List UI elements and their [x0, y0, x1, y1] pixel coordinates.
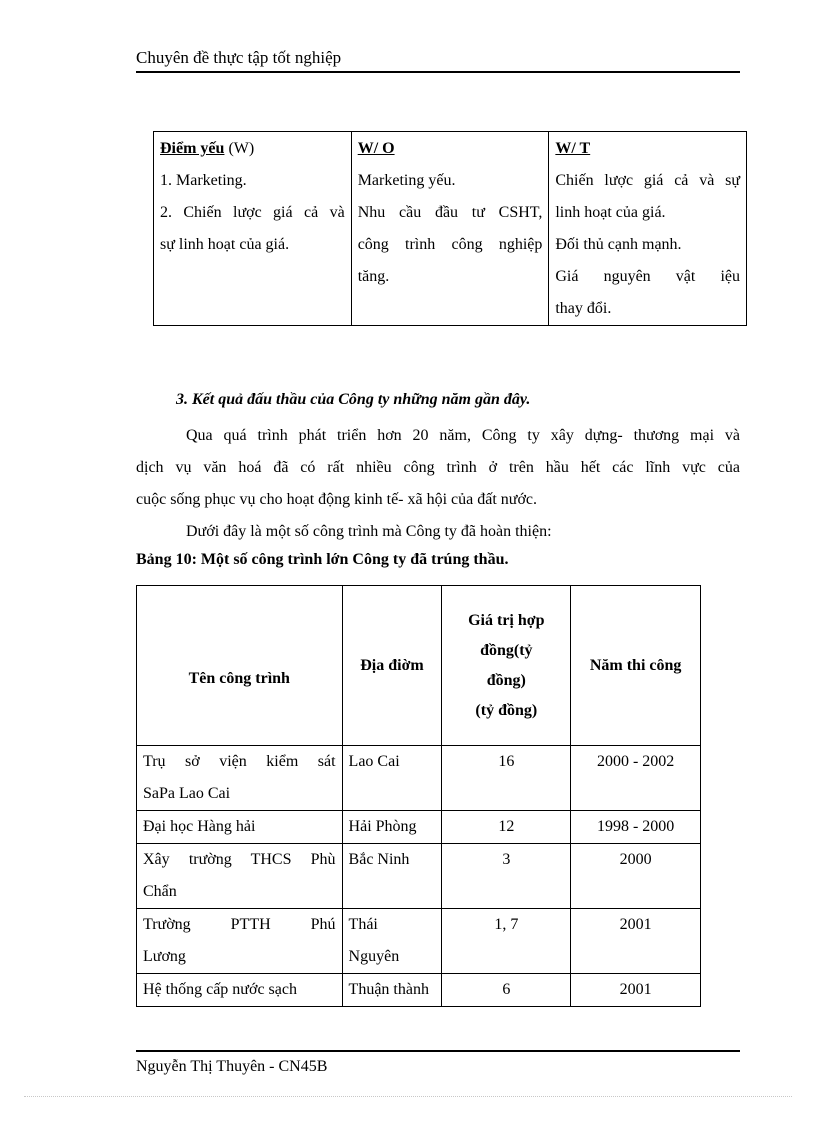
cell-year: 2000 - 2002 [571, 746, 701, 811]
swot-cell-wt [549, 132, 747, 326]
swot-line: Chiến lược giá cả và sự [555, 172, 740, 189]
swot-line: tăng. [357, 268, 390, 285]
section-title: 3. Kết quả đấu thầu của Công ty những năm gần đây. [176, 391, 531, 408]
table-row [137, 746, 701, 811]
projects-table [136, 585, 701, 1007]
paragraph-line: Qua quá trình phát triển hơn 20 năm, Công ty xây dựng- thương mại và [186, 427, 740, 444]
swot-line: Đối thủ cạnh mạnh. [555, 236, 682, 253]
swot-table [153, 131, 747, 326]
swot-line: 2. Chiến lược giá cả và [160, 204, 345, 221]
cell-year: 1998 - 2000 [571, 811, 701, 844]
page-header [136, 48, 740, 73]
cell-location: Lao Cai [342, 746, 442, 811]
swot-line: thay đổi. [555, 300, 612, 317]
table-header-row [137, 586, 701, 746]
cell-value: 12 [442, 811, 571, 844]
swot-cell-weaknesses [154, 132, 352, 326]
swot-line: công trình công nghiệp [357, 236, 543, 253]
swot-line: sự linh hoạt của giá. [160, 236, 290, 253]
page-edge-divider [24, 1096, 792, 1097]
table-row [137, 909, 701, 974]
swot-line: linh hoạt của giá. [555, 204, 666, 221]
cell-name: Đại học Hàng hải [137, 811, 343, 844]
footer-author: Nguyễn Thị Thuyên - CN45B [136, 1058, 328, 1075]
paragraph-line: cuộc sống phục vụ cho hoạt động kinh tế- xã hội của đất nước. [136, 491, 538, 508]
cell-year: 2001 [571, 974, 701, 1007]
cell-location: Thuận thành [342, 974, 442, 1007]
swot-weaknesses-heading: Điểm yếu (W) [160, 140, 255, 157]
swot-line: 1. Marketing. [160, 172, 247, 189]
paragraph-2: Dưới đây là một số công trình mà Công ty đã hoàn thiện: [186, 523, 552, 540]
cell-value: 6 [442, 974, 571, 1007]
cell-name: Trường PTTH Phú Lương [137, 909, 343, 974]
swot-cell-wo [351, 132, 549, 326]
paragraph-line: dịch vụ văn hoá đã có rất nhiều công trình ở trên hầu hết các lĩnh vực của [136, 459, 740, 476]
table-row [137, 844, 701, 909]
header-title: Chuyên đề thực tập tốt nghiệp [136, 48, 342, 67]
cell-year: 2000 [571, 844, 701, 909]
table-caption: Bảng 10: Một số công trình lớn Công ty đã trúng thầu. [136, 551, 509, 568]
cell-name: Trụ sở viện kiểm sát SaPa Lao Cai [137, 746, 343, 811]
swot-line: Nhu cầu đầu tư CSHT, [357, 204, 543, 221]
col-header-location: Địa điờm [342, 586, 442, 746]
table-row [137, 974, 701, 1007]
cell-location: Hải Phòng [342, 811, 442, 844]
cell-value: 3 [442, 844, 571, 909]
cell-value: 1, 7 [442, 909, 571, 974]
col-header-year: Năm thi công [571, 586, 701, 746]
swot-line: Giá nguyên vật iệu [555, 268, 740, 285]
page-footer [136, 1050, 740, 1076]
swot-wo-heading: W/ O [357, 140, 395, 157]
col-header-name: Tên công trình [137, 586, 343, 746]
cell-location: Bắc Ninh [342, 844, 442, 909]
col-header-value: Giá trị hợp đồng(tỷ đồng) (tỷ đồng) [442, 586, 571, 746]
cell-value: 16 [442, 746, 571, 811]
cell-location: Thái Nguyên [342, 909, 442, 974]
table-row [154, 132, 747, 326]
cell-name: Hệ thống cấp nước sạch [137, 974, 343, 1007]
cell-name: Xây trường THCS Phù Chẩn [137, 844, 343, 909]
table-row [137, 811, 701, 844]
swot-line: Marketing yếu. [357, 172, 456, 189]
cell-year: 2001 [571, 909, 701, 974]
paragraph-1 [136, 420, 740, 516]
swot-wt-heading: W/ T [555, 140, 591, 157]
